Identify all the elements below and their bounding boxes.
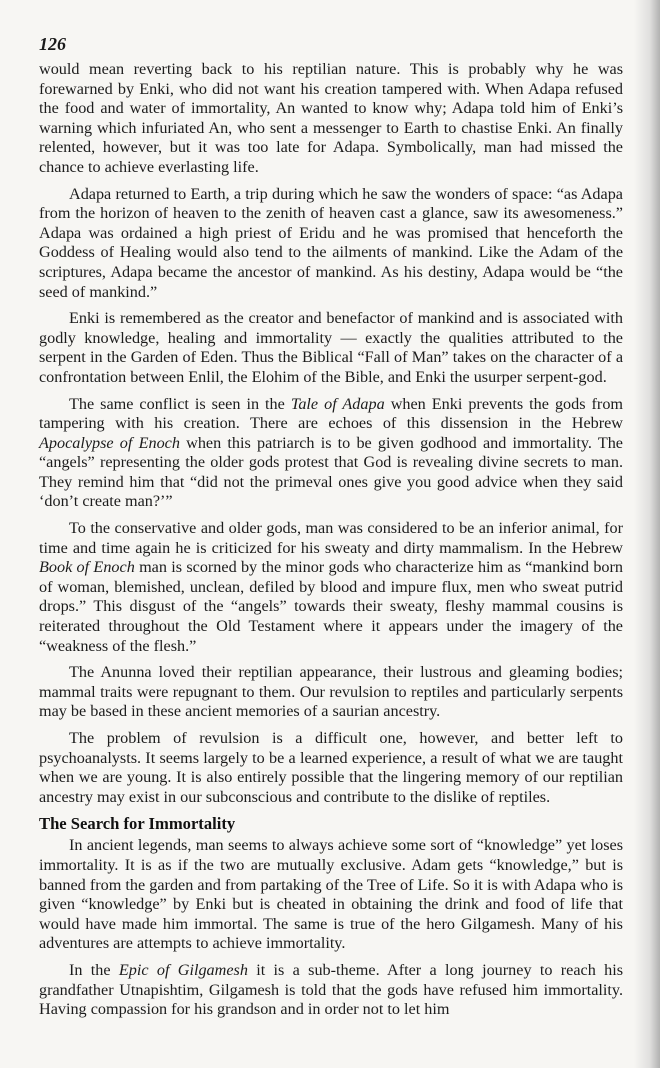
- paragraph-text: Adapa returned to Earth, a trip during which he saw the wonders of space: “as Adapa from the horizon of heaven to the zenith of heaven cast a glance, saw its awesomeness.” Adapa was ordained a high priest of Eridu and he was promised that henceforth the Goddess of Healing would also tend to the ailments of mankind. Like the Adam of the scriptures, Adapa became the ancestor of mankind. As his destiny, Adapa would be “the seed of mankind.”: [39, 184, 623, 301]
- italic-title: Epic of Gilgamesh: [118, 960, 248, 979]
- paragraph: [39, 961, 623, 1020]
- paragraph-text: Enki is remembered as the creator and benefactor of mankind and is associated with godly knowledge, healing and immortality — exactly the qualities attributed to the serpent in the Garden of Eden. Thus the Biblical “Fall of Man” takes on the character of a confrontation between Enlil, the Elohim of the Bible, and Enki the usurper serpent-god.: [39, 309, 623, 386]
- paragraph-text: The Anunna loved their reptilian appearance, their lustrous and gleaming bodies; mammal traits were repugnant to them. Our revulsion to reptiles and particularly serpents may be based in these ancient memories of a saurian ancestry.: [39, 663, 623, 721]
- page-number: 126: [39, 34, 66, 54]
- paragraph: [39, 663, 623, 722]
- paragraph-text: The same conflict is seen in the: [69, 394, 291, 413]
- italic-title: Apocalypse of Enoch: [39, 433, 180, 452]
- paragraph-text: To the conservative and older gods, man was considered to be an inferior animal, for time and time again he is criticized for his sweaty and dirty mammalism. In the Hebrew: [39, 519, 623, 557]
- paragraph-text: man is scorned by the minor gods who characterize him as “mankind born of woman, blemished, unclean, defiled by blood and impure flux, men who sweat putrid drops.” This disgust of the “angels” towards their sweaty, fleshy mammal cousins is reiterated throughout the Old Testament where it appears under the imagery of the “weakness of the flesh.”: [39, 558, 623, 655]
- paragraph-text: when this patriarch is to be given godhood and immortality. The “angels” representing the older gods protest that God is revealing divine secrets to man. They remind him that “did not the primeval ones give you good advice when they said ‘don’t create man?’”: [39, 433, 623, 511]
- paragraph-text: when Enki prevents the gods from tampering with his creation. There are echoes of this dissension in the Hebrew: [39, 394, 624, 433]
- page-binding-shadow: [634, 0, 660, 1068]
- italic-title: Tale of Adapa: [290, 394, 385, 413]
- paragraph-text: In the: [69, 960, 119, 979]
- paragraph-text: In ancient legends, man seems to always achieve some sort of “knowledge” yet loses immortality. It is as if the two are mutually exclusive. Adam gets “knowledge,” but is banned from the garden and from partaking of the Tree of Life. So it is with Adapa who is given “knowledge” by Enki but is cheated in obtaining the drink and food of life that would have made him immortal. The same is true of the hero Gilgamesh. Many of his adventures are attempts to achieve immortality.: [39, 836, 623, 953]
- paragraph: [39, 309, 623, 387]
- section-heading: The Search for Immortality: [39, 814, 236, 834]
- paragraph-text: The problem of revulsion is a difficult one, however, and better left to psychoanalysts. It seems largely to be a learned experience, a result of what we are taught when we are young. It is also entirely possible that the lingering memory of our reptilian ancestry may exist in our subconscious and contribute to the dislike of reptiles.: [39, 729, 623, 806]
- paragraph-text: would mean reverting back to his reptilian nature. This is probably why he was forewarned by Enki, who did not want his creation tampered with. When Adapa refused the food and water of immortality, An wanted to know why; Adapa told him of Enki’s warning which infuriated An, who sent a messenger to Earth to chastise Enki. An finally relented, however, but it was too late for Adapa. Symbolically, man had missed the chance to achieve everlasting life.: [39, 60, 623, 176]
- italic-title: Book of Enoch: [39, 558, 135, 577]
- paragraph: [39, 395, 623, 513]
- paragraph: [39, 836, 623, 954]
- paragraph-text: it is a sub-theme. After a long journey to reach his grandfather Utnapishtim, Gilgamesh is told that the gods have refused him immortality. Having compassion for his grandson and in order not to let him: [39, 960, 623, 1019]
- paragraph: [39, 185, 623, 303]
- paragraph: [39, 729, 623, 807]
- body-text: [39, 60, 623, 1027]
- paragraph: [39, 519, 623, 656]
- paragraph: [39, 60, 623, 178]
